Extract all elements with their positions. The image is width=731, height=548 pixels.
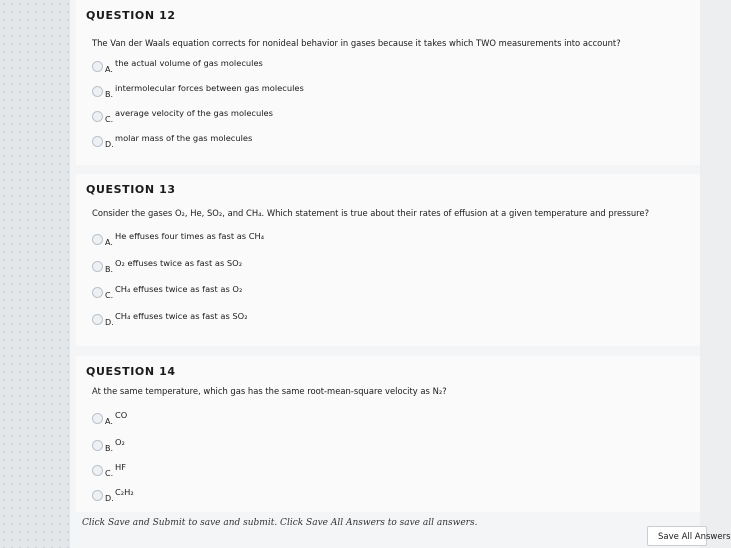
question-block-13 bbox=[76, 174, 700, 346]
option-text: CO bbox=[115, 410, 128, 420]
option-a[interactable] bbox=[92, 410, 127, 426]
radio-button[interactable] bbox=[92, 413, 103, 424]
option-b[interactable] bbox=[92, 83, 304, 99]
option-text: CH₄ effuses twice as fast as O₂ bbox=[115, 284, 243, 294]
radio-button[interactable] bbox=[92, 261, 103, 272]
option-text: O₂ bbox=[115, 437, 125, 447]
question-stem: Consider the gases O₂, He, SO₂, and CH₄. Which statement is true about their rates of effusion at a given temperature and pressure? bbox=[92, 208, 650, 218]
option-text: He effuses four times as fast as CH₄ bbox=[115, 231, 265, 241]
option-letter: B. bbox=[105, 264, 114, 274]
option-letter: C. bbox=[105, 114, 114, 124]
option-letter: B. bbox=[105, 443, 114, 453]
question-block-12 bbox=[76, 0, 700, 165]
option-letter: C. bbox=[105, 290, 114, 300]
question-stem: The Van der Waals equation corrects for nonideal behavior in gases because it takes which TWO measurements into account? bbox=[92, 38, 621, 48]
option-b[interactable] bbox=[92, 437, 125, 453]
footer-instructions: Click Save and Submit to save and submit. Click Save All Answers to save all answers. bbox=[82, 518, 478, 528]
option-c[interactable] bbox=[92, 108, 273, 124]
option-text: O₂ effuses twice as fast as SO₂ bbox=[115, 258, 243, 268]
option-c[interactable] bbox=[92, 284, 242, 300]
question-title: QUESTION 12 bbox=[86, 9, 176, 22]
option-text: intermolecular forces between gas molecules bbox=[115, 83, 304, 93]
option-letter: A. bbox=[105, 64, 113, 74]
option-letter: A. bbox=[105, 237, 113, 247]
option-text: HF bbox=[115, 462, 127, 472]
option-d[interactable] bbox=[92, 133, 252, 149]
option-d[interactable] bbox=[92, 311, 248, 327]
option-text: the actual volume of gas molecules bbox=[115, 58, 263, 68]
question-title: QUESTION 14 bbox=[86, 365, 176, 378]
option-a[interactable] bbox=[92, 231, 264, 247]
option-letter: A. bbox=[105, 416, 113, 426]
option-text: average velocity of the gas molecules bbox=[115, 108, 273, 118]
option-letter: C. bbox=[105, 468, 114, 478]
option-d[interactable] bbox=[92, 487, 134, 503]
option-letter: D. bbox=[105, 493, 114, 503]
radio-button[interactable] bbox=[92, 61, 103, 72]
left-margin bbox=[0, 0, 70, 548]
option-letter: D. bbox=[105, 139, 114, 149]
question-block-14 bbox=[76, 356, 700, 512]
radio-button[interactable] bbox=[92, 314, 103, 325]
radio-button[interactable] bbox=[92, 465, 103, 476]
radio-button[interactable] bbox=[92, 287, 103, 298]
option-c[interactable] bbox=[92, 462, 126, 478]
option-text: C₂H₂ bbox=[115, 487, 134, 497]
radio-button[interactable] bbox=[92, 136, 103, 147]
question-title: QUESTION 13 bbox=[86, 183, 176, 196]
radio-button[interactable] bbox=[92, 86, 103, 97]
question-stem: At the same temperature, which gas has the same root-mean-square velocity as N₂? bbox=[92, 386, 447, 396]
radio-button[interactable] bbox=[92, 490, 103, 501]
option-letter: D. bbox=[105, 317, 114, 327]
option-b[interactable] bbox=[92, 258, 242, 274]
radio-button[interactable] bbox=[92, 111, 103, 122]
save-all-answers-button[interactable]: Save All Answers bbox=[647, 526, 707, 546]
option-text: molar mass of the gas molecules bbox=[115, 133, 253, 143]
option-text: CH₄ effuses twice as fast as SO₂ bbox=[115, 311, 248, 321]
option-letter: B. bbox=[105, 89, 114, 99]
option-a[interactable] bbox=[92, 58, 263, 74]
radio-button[interactable] bbox=[92, 234, 103, 245]
radio-button[interactable] bbox=[92, 440, 103, 451]
